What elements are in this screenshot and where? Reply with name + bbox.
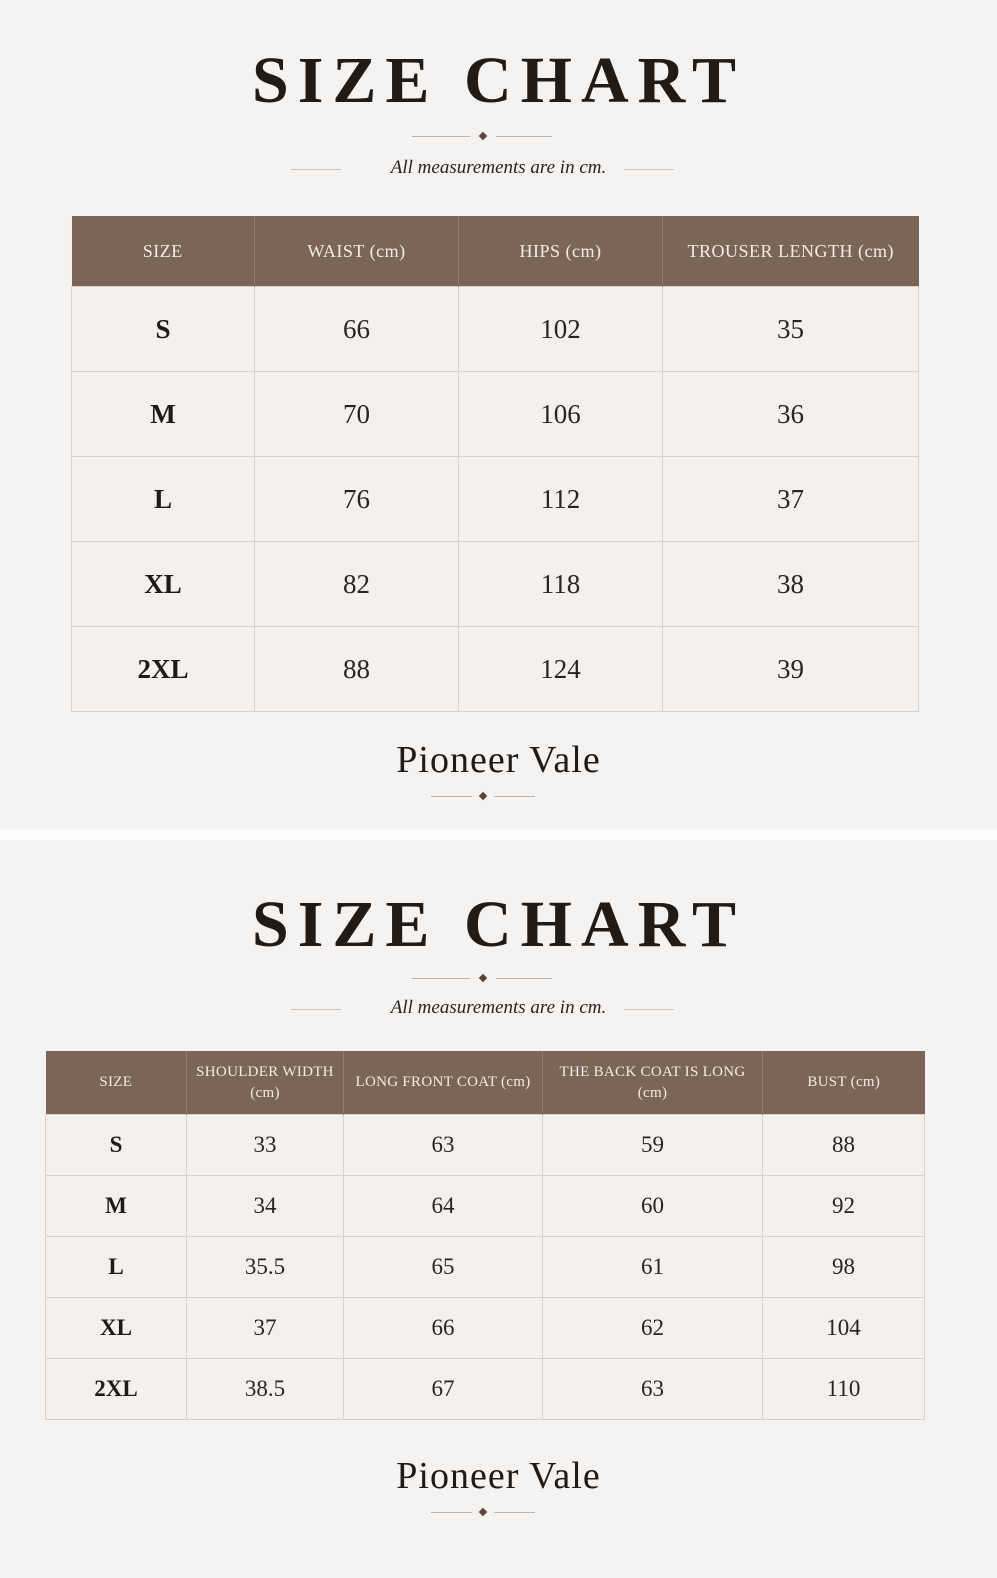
column-header-size: SIZE xyxy=(72,216,255,287)
bust-value: 92 xyxy=(763,1176,925,1237)
column-header-trouser-length: TROUSER LENGTH (cm) xyxy=(663,216,919,287)
hips-value: 106 xyxy=(459,372,663,457)
hips-value: 124 xyxy=(459,627,663,712)
size-label: 2XL xyxy=(46,1359,187,1420)
hips-value: 118 xyxy=(459,542,663,627)
waist-value: 76 xyxy=(255,457,459,542)
size-label: 2XL xyxy=(72,627,255,712)
column-header-waist: WAIST (cm) xyxy=(255,216,459,287)
shoulder-width-value: 38.5 xyxy=(187,1359,344,1420)
long-front-coat-value: 65 xyxy=(344,1237,543,1298)
table-header-row xyxy=(46,1051,925,1115)
table-row xyxy=(72,627,919,712)
back-coat-length-value: 62 xyxy=(543,1298,763,1359)
brand-name: Pioneer Vale xyxy=(396,739,601,781)
bust-value: 104 xyxy=(763,1298,925,1359)
diamond-icon xyxy=(479,1508,487,1516)
page-title: SIZE CHART xyxy=(252,888,745,961)
size-chart-panel-coat xyxy=(0,840,997,1578)
size-label: M xyxy=(72,372,255,457)
trouser-size-table xyxy=(71,216,919,712)
title-ornament xyxy=(0,132,997,142)
column-header-long-front-coat: LONG FRONT COAT (cm) xyxy=(344,1051,543,1115)
page-title: SIZE CHART xyxy=(252,44,745,117)
size-label: XL xyxy=(46,1298,187,1359)
size-label: L xyxy=(72,457,255,542)
waist-value: 82 xyxy=(255,542,459,627)
coat-size-table xyxy=(45,1051,925,1420)
bust-value: 98 xyxy=(763,1237,925,1298)
back-coat-length-value: 63 xyxy=(543,1359,763,1420)
waist-value: 88 xyxy=(255,627,459,712)
column-header-shoulder-width: SHOULDER WIDTH (cm) xyxy=(187,1051,344,1115)
diamond-icon xyxy=(479,792,487,800)
subtitle-row xyxy=(0,157,997,181)
long-front-coat-value: 63 xyxy=(344,1115,543,1176)
long-front-coat-value: 66 xyxy=(344,1298,543,1359)
trouser-length-value: 38 xyxy=(663,542,919,627)
title-ornament xyxy=(0,974,997,984)
table-row xyxy=(72,287,919,372)
panel-divider xyxy=(0,829,997,840)
shoulder-width-value: 33 xyxy=(187,1115,344,1176)
shoulder-width-value: 35.5 xyxy=(187,1237,344,1298)
back-coat-length-value: 60 xyxy=(543,1176,763,1237)
subtitle-row xyxy=(0,997,997,1021)
long-front-coat-value: 67 xyxy=(344,1359,543,1420)
column-header-size: SIZE xyxy=(46,1051,187,1115)
size-label: L xyxy=(46,1237,187,1298)
trouser-length-value: 35 xyxy=(663,287,919,372)
trouser-length-value: 36 xyxy=(663,372,919,457)
brand-name: Pioneer Vale xyxy=(396,1455,601,1497)
table-row xyxy=(72,542,919,627)
bust-value: 110 xyxy=(763,1359,925,1420)
long-front-coat-value: 64 xyxy=(344,1176,543,1237)
table-row xyxy=(46,1115,925,1176)
column-header-bust: BUST (cm) xyxy=(763,1051,925,1115)
diamond-icon xyxy=(479,974,487,982)
measurement-note: All measurements are in cm. xyxy=(390,157,607,178)
table-row xyxy=(46,1237,925,1298)
size-label: XL xyxy=(72,542,255,627)
table-row xyxy=(46,1359,925,1420)
table-row xyxy=(72,457,919,542)
table-row xyxy=(72,372,919,457)
column-header-hips: HIPS (cm) xyxy=(459,216,663,287)
size-label: M xyxy=(46,1176,187,1237)
column-header-back-coat-length: THE BACK COAT IS LONG (cm) xyxy=(543,1051,763,1115)
brand-ornament xyxy=(0,792,997,802)
back-coat-length-value: 61 xyxy=(543,1237,763,1298)
waist-value: 70 xyxy=(255,372,459,457)
table-row xyxy=(46,1298,925,1359)
size-label: S xyxy=(46,1115,187,1176)
shoulder-width-value: 37 xyxy=(187,1298,344,1359)
trouser-length-value: 37 xyxy=(663,457,919,542)
diamond-icon xyxy=(479,132,487,140)
hips-value: 102 xyxy=(459,287,663,372)
table-header-row xyxy=(72,216,919,287)
shoulder-width-value: 34 xyxy=(187,1176,344,1237)
measurement-note: All measurements are in cm. xyxy=(390,997,607,1018)
brand-ornament xyxy=(0,1508,997,1518)
trouser-length-value: 39 xyxy=(663,627,919,712)
waist-value: 66 xyxy=(255,287,459,372)
table-row xyxy=(46,1176,925,1237)
size-label: S xyxy=(72,287,255,372)
back-coat-length-value: 59 xyxy=(543,1115,763,1176)
hips-value: 112 xyxy=(459,457,663,542)
bust-value: 88 xyxy=(763,1115,925,1176)
